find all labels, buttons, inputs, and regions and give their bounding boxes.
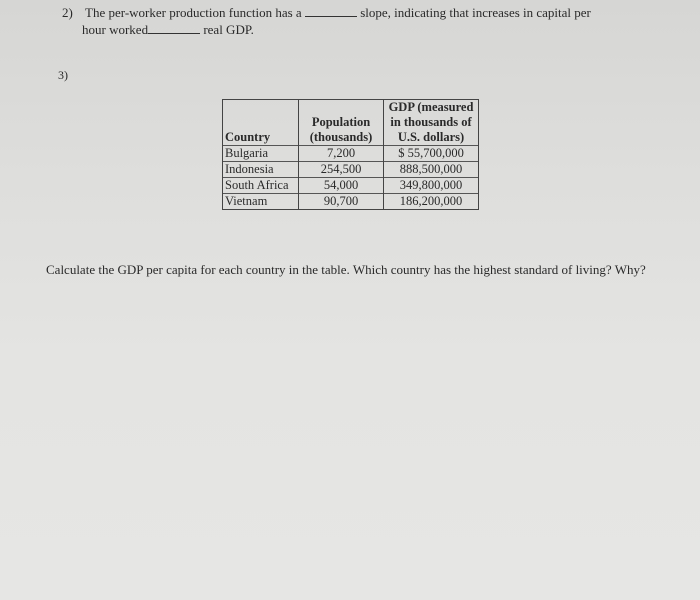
gdp-cell: 186,200,000 <box>384 194 479 210</box>
table-row <box>223 194 479 210</box>
table-row <box>223 146 479 162</box>
gdp-cell: $ 55,700,000 <box>384 146 479 162</box>
table-header-row <box>223 100 479 146</box>
header-population: Population (thousands) <box>299 100 384 146</box>
question-2 <box>62 4 591 37</box>
question-2-text-part3: hour worked <box>82 22 149 37</box>
population-cell: 54,000 <box>299 178 384 194</box>
question-2-number: 2) <box>62 5 73 20</box>
question-2-text-part1: The per-worker production function has a <box>85 5 302 20</box>
country-cell: Bulgaria <box>223 146 299 162</box>
country-cell: Indonesia <box>223 162 299 178</box>
question-2-text-part4: real GDP. <box>203 22 254 37</box>
population-cell: 7,200 <box>299 146 384 162</box>
population-cell: 90,700 <box>299 194 384 210</box>
gdp-cell: 888,500,000 <box>384 162 479 178</box>
table-row <box>223 178 479 194</box>
question-2-text-part2: slope, indicating that increases in capital per <box>360 5 591 20</box>
table-row <box>223 162 479 178</box>
question-3-number: 3) <box>58 68 68 82</box>
answer-blank-effect <box>148 23 200 34</box>
question-3-prompt: Calculate the GDP per capita for each country in the table. Which country has the highest standard of living? Why? <box>46 262 646 277</box>
header-country: Country <box>223 100 299 146</box>
country-cell: South Africa <box>223 178 299 194</box>
gdp-population-table <box>222 99 479 210</box>
answer-blank-slope <box>305 6 357 17</box>
population-cell: 254,500 <box>299 162 384 178</box>
country-cell: Vietnam <box>223 194 299 210</box>
gdp-cell: 349,800,000 <box>384 178 479 194</box>
header-gdp: GDP (measured in thousands of U.S. dollars) <box>384 100 479 146</box>
